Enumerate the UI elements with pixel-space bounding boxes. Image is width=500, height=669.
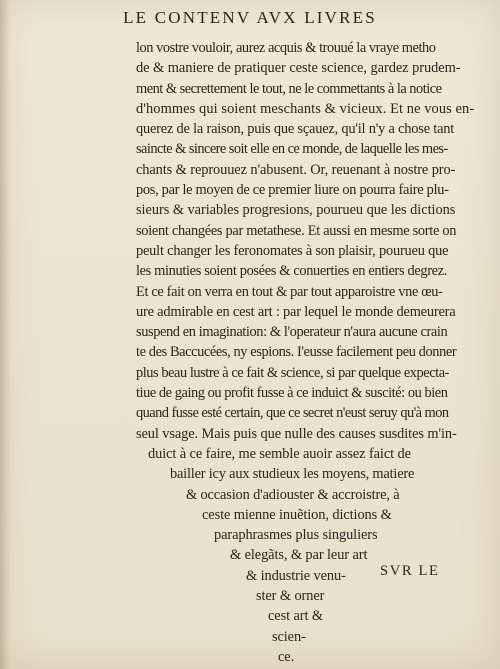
text-line: paraphrasmes plus singuliers	[214, 527, 378, 544]
text-line: quand fusse esté certain, que ce secret n'eust seruy qu'à mon	[136, 405, 449, 422]
text-line: peult changer les feronomates à son plaisir, pourueu que	[136, 242, 449, 259]
text-line: seul vsage. Mais puis que nulle des causes susdites m'in-	[136, 425, 457, 442]
text-line: ceste mienne inuẽtion, dictions &	[202, 506, 392, 523]
text-line: tiue de gaing ou profit fusse à ce induict & suscité: ou bien	[136, 385, 448, 402]
text-line: Et ce fait on verra en tout & par tout apparoistre vne œu-	[136, 283, 443, 300]
text-line: pos, par le moyen de ce premier liure on pourra faire plu-	[136, 182, 449, 199]
text-line: ce.	[278, 648, 295, 665]
text-line: & occasion d'adiouster & accroistre, à	[186, 486, 400, 503]
text-line: te des Baccucées, ny espions. I'eusse facilement peu donner	[136, 344, 457, 361]
text-line: plus beau lustre à ce fait & science, si par quelque expecta-	[136, 364, 449, 381]
text-line: soient changées par metathese. Et aussi en mesme sorte on	[136, 222, 457, 239]
text-line: suspend en imagination: & l'operateur n'aura aucune crain	[136, 324, 448, 341]
text-line: saincte & sincere soit elle en ce monde, de laquelle les mes-	[136, 141, 448, 158]
text-line: scien-	[272, 628, 306, 645]
text-line: ure admirable en cest art : par lequel le monde demeurera	[136, 303, 456, 320]
text-line: de & maniere de pratiquer ceste science, gardez prudem-	[136, 60, 461, 77]
text-line: & elegãts, & par leur art	[230, 547, 368, 564]
text-line: ster & orner	[256, 588, 325, 605]
text-line: d'hommes qui soient meschants & vicieux. Et ne vous en-	[136, 100, 475, 117]
text-line: & industrie venu-	[246, 567, 346, 584]
text-line: bailler icy aux studieux les moyens, matiere	[170, 466, 415, 483]
text-line: chants & reprouuez n'abusent. Or, reuenant à nostre pro-	[136, 161, 456, 178]
running-head: LE CONTENV AVX LIVRES	[123, 8, 377, 27]
catchword: SVR LE	[380, 563, 440, 579]
text-line: les minuties soient posées & conuerties en entiers degrez.	[136, 263, 447, 280]
text-line: ment & secrettement le tout, ne le commettants à la notice	[136, 80, 442, 97]
text-line: querez de la raison, puis que sçauez, qu'il n'y a chose tant	[136, 121, 455, 138]
text-line: sieurs & variables progresions, pourueu que les dictions	[136, 202, 456, 219]
text-line: cest art &	[268, 608, 323, 625]
text-line: duict à ce faire, me semble auoir assez faict de	[148, 445, 411, 462]
text-line: lon vostre vouloir, aurez acquis & trouué la vraye metho	[136, 40, 436, 56]
